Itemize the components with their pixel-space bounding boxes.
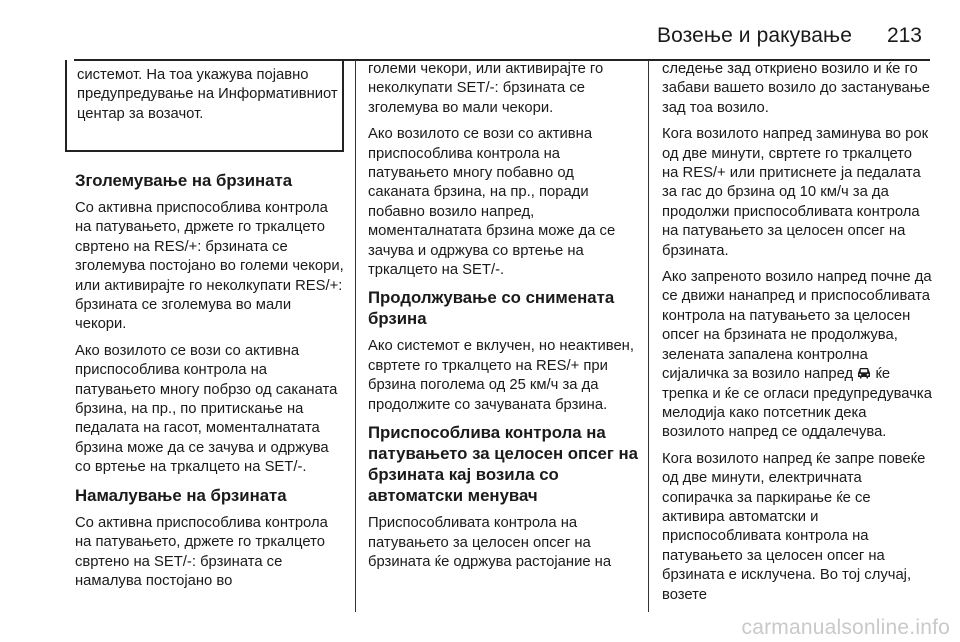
paragraph: Ако возилото се вози со активна приспособлива контрола на патувањето многу побрзо од саканата брзина, на пр., по притискање на педалата на гасот, моменталнатата брзина може да се зачува и одржува со вртење на тркалцето на SET/-.	[75, 342, 338, 476]
paragraph: големи чекори, или активирајте го неколкупати SET/-: брзината се зголемува во мали чекори.	[368, 61, 604, 116]
paragraph: Кога возилото напред ќе запре повеќе од две минути, електричната сопирачка за паркирање ќе се активира автоматски и приспособливата контрола на патувањето за целосен опсег на брзината е исклучена. Во тој случај, возете	[662, 450, 926, 603]
paragraph-part: Ако запреното возило напред почне да се движи нанапред и приспособливата контрола на патувањето за целосен опсег на брзината не продолжува, зелената запалена контролна сијаличка за возило напред	[662, 269, 932, 383]
heading-increase-speed: Зголемување на брзината	[75, 171, 293, 190]
note-text: системот. На тоа укажува појавно предупредување на Информативниот центар за возачот.	[77, 67, 338, 122]
column-2	[368, 60, 638, 612]
paragraph: Со активна приспособлива контрола на патувањето, држете го тркалцето свртено на RES/+: брзината се зголемува постојано во големи чекори, или активирајте го неколкупати RES/+: брзината се зголемува во мали чекори.	[75, 200, 344, 333]
note-box	[65, 60, 344, 152]
paragraph-with-icon	[662, 268, 932, 443]
paragraph: Ако возилото се вози со активна приспособлива контрола на патувањето многу побавно од саканата брзина, на пр., поради побавно возило напред, моменталнатата брзина може да се зачува и одржува со вртење на тркалцето на SET/-.	[368, 126, 616, 279]
watermark: carmanualsonline.info	[741, 616, 950, 639]
column-divider-1	[355, 60, 356, 612]
column-1	[75, 60, 345, 612]
page-header	[0, 0, 960, 52]
column-3	[662, 60, 932, 612]
heading-full-range-acc: Приспособлива контрола на патувањето за целосен опсег на брзината кај возила со автоматски менувач	[368, 423, 638, 506]
paragraph: Со активна приспособлива контрола на патувањето, држете го тркалцето свртено на SET/-: брзината се намалува постојано во	[75, 514, 328, 589]
paragraph: Приспособливата контрола на патувањето за целосен опсег на брзината ќе одржува растојание на	[368, 515, 612, 570]
vehicle-ahead-icon	[857, 367, 871, 379]
paragraph: следење зад откриено возило и ќе го забави вашето возило до застанување зад тоа возило.	[662, 61, 931, 116]
heading-decrease-speed: Намалување на брзината	[75, 485, 287, 505]
column-divider-2	[648, 60, 649, 612]
paragraph-part: ќе трепка и ќе се огласи предупредувачка мелодија како потсетник дека возилото напред се оддалечува.	[662, 366, 932, 441]
heading-resume-speed: Продолжување со снимената брзина	[368, 288, 615, 329]
paragraph: Кога возилото напред заминува во рок од две минути, свртете го тркалцето на RES/+ или притиснете ја педалата за гас до брзина од 10 км/ч за да продолжи приспособливата контрола на патувањето за целосен опсег на брзината.	[662, 126, 929, 259]
paragraph: Ако системот е вклучен, но неактивен, свртете го тркалцето на RES/+ при брзина поголема од 25 км/ч за да продолжите со зачуваната брзина.	[368, 338, 634, 413]
section-title: Возење и ракување	[657, 24, 852, 47]
page-number: 213	[886, 24, 922, 47]
